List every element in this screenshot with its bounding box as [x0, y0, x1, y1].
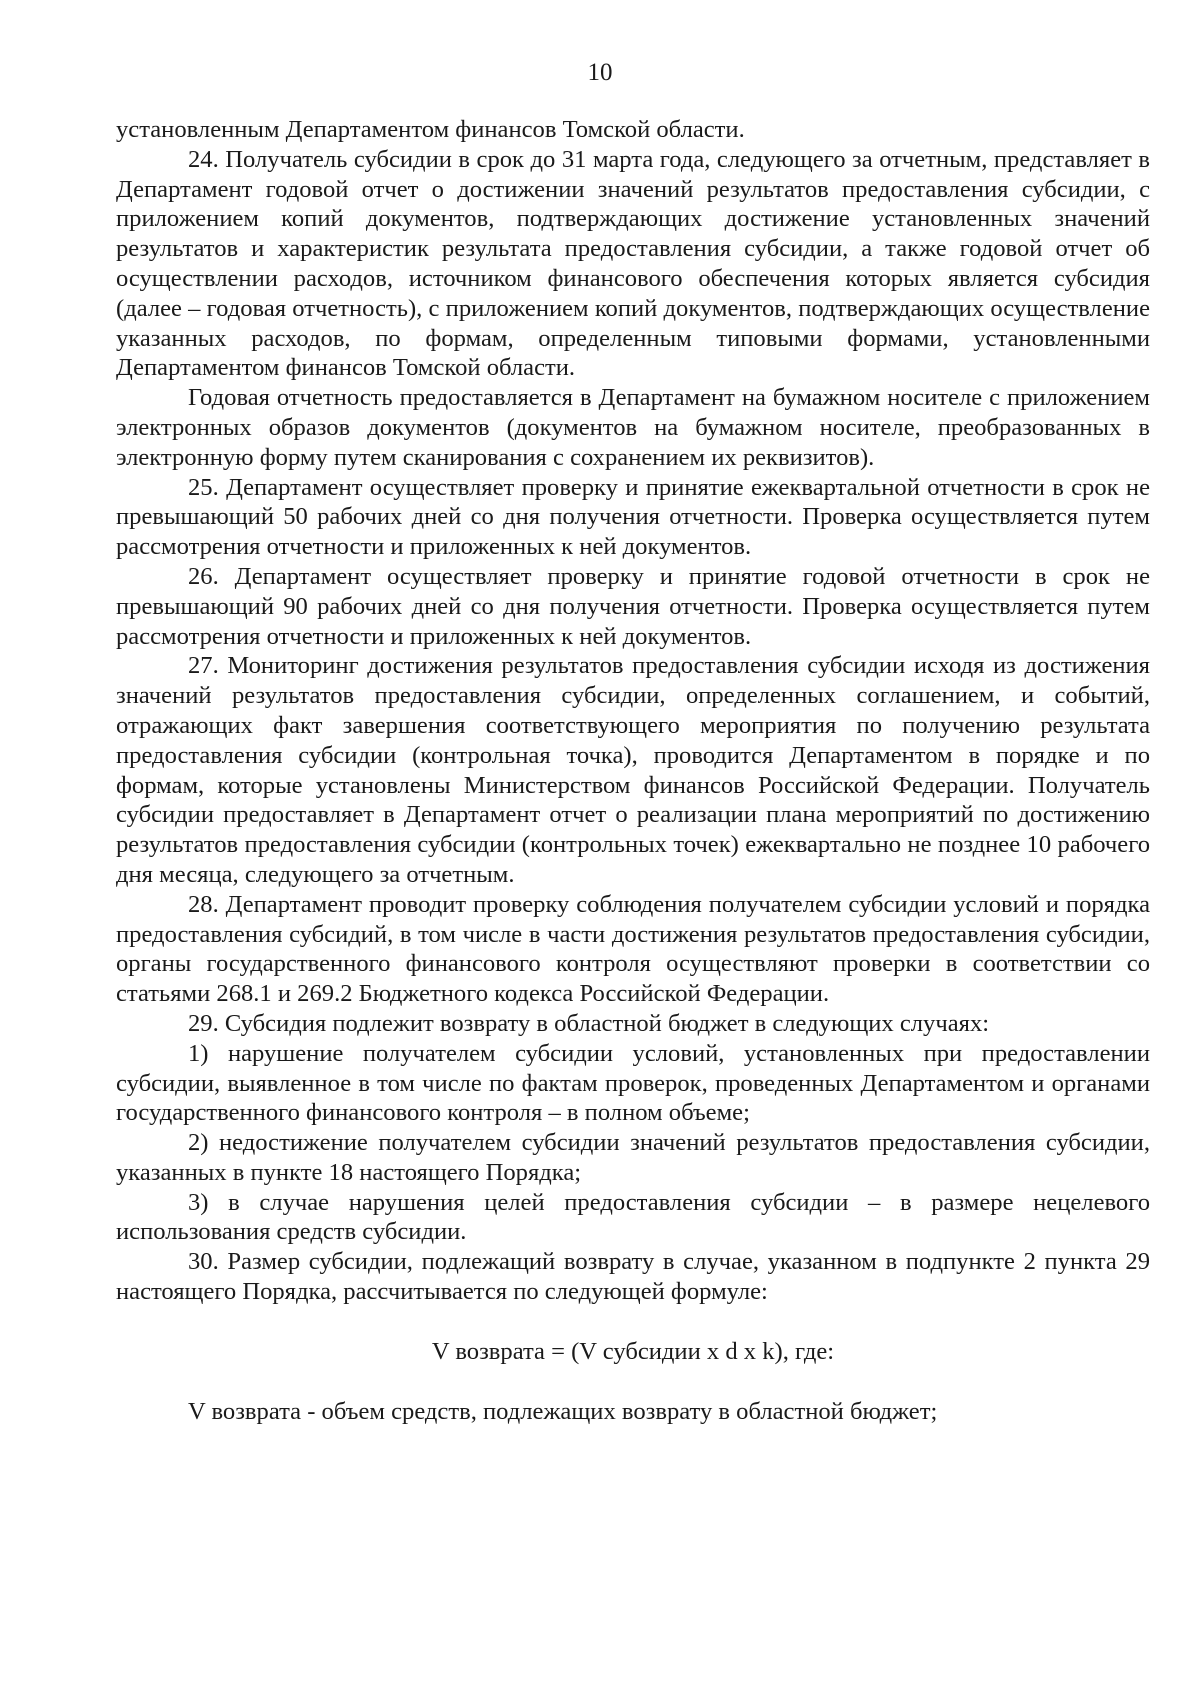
paragraph-28: 28. Департамент проводит проверку соблюдения получателем субсидии условий и порядка предоставления субсидий, в том числе в части достижения результатов предоставления субсидии, органы государственного финансового контроля осуществляют проверки в соответствии со статьями 268.1 и 269.2 Бюджетного кодекса Российской Федерации. — [116, 890, 1150, 1008]
paragraph-24-annual-reporting: Годовая отчетность предоставляется в Департамент на бумажном носителе с приложением электронных образов документов (документов на бумажном носителе, преобразованных в электронную форму путем сканирования с сохранением их реквизитов). — [116, 384, 1150, 471]
paragraph-26: 26. Департамент осуществляет проверку и принятие годовой отчетности в срок не превышающий 90 рабочих дней со дня получения отчетности. Проверка осуществляется путем рассмотрения отчетности и приложенных к ней документов. — [116, 562, 1150, 650]
paragraph-29-item-2: 2) недостижение получателем субсидии значений результатов предоставления субсидии, указанных в пункте 18 настоящего Порядка; — [116, 1129, 1150, 1186]
page-number: 10 — [587, 59, 613, 86]
paragraph-24: 24. Получатель субсидии в срок до 31 марта года, следующего за отчетным, представляет в Департамент годовой отчет о достижении значений результатов предоставления субсидии, с приложением копий документов, подтверждающих достижение установленных значений результатов и характеристик результата предоставления субсидии, а также годовой отчет об осуществлении расходов, источником финансового обеспечения которых является субсидия (далее – годовая отчетность), с приложением копий документов, подтверждающих осуществление указанных расходов, по формам, определенным типовыми формами, установленными Департаментом финансов Томской области. — [116, 145, 1150, 382]
paragraph-30: 30. Размер субсидии, подлежащий возврату в случае, указанном в подпункте 2 пункта 29 настоящего Порядка, рассчитывается по следующей формуле: — [116, 1248, 1150, 1306]
paragraph-27: 27. Мониторинг достижения результатов предоставления субсидии исходя из достижения значений результатов предоставления субсидии, определенных соглашением, и событий, отражающих факт завершения соответствующего мероприятия по получению результата предоставления субсидии (контрольная точка), проводится Департаментом в порядке и по формам, которые установлены Министерством финансов Российской Федерации. Получатель субсидии предоставляет в Департамент отчет о реализации плана мероприятий по достижению результатов предоставления субсидии (контрольных точек) ежеквартально не позднее 10 рабочего дня месяца, следующего за отчетным. — [116, 652, 1150, 888]
document-body — [116, 115, 1150, 1426]
paragraph-25: 25. Департамент осуществляет проверку и принятие ежеквартальной отчетности в срок не превышающий 50 рабочих дней со дня получения отчетности. Проверка осуществляется путем рассмотрения отчетности и приложенных к ней документов. — [116, 473, 1150, 561]
paragraph-continuation: установленным Департаментом финансов Томской области. — [116, 116, 745, 143]
paragraph-29: 29. Субсидия подлежит возврату в областной бюджет в следующих случаях: — [188, 1009, 990, 1037]
paragraph-29-item-1: 1) нарушение получателем субсидии условий, установленных при предоставлении субсидии, выявленное в том числе по фактам проверок, проведенных Департаментом и органами государственного финансового контроля – в полном объеме; — [116, 1039, 1150, 1127]
refund-formula: V возврата = (V субсидии x d x k), где: — [431, 1337, 835, 1365]
paragraph-29-item-3: 3) в случае нарушения целей предоставления субсидии – в размере нецелевого использования средств субсидии. — [116, 1188, 1150, 1246]
formula-definition-v-return: V возврата - объем средств, подлежащих возврату в областной бюджет; — [188, 1397, 938, 1425]
